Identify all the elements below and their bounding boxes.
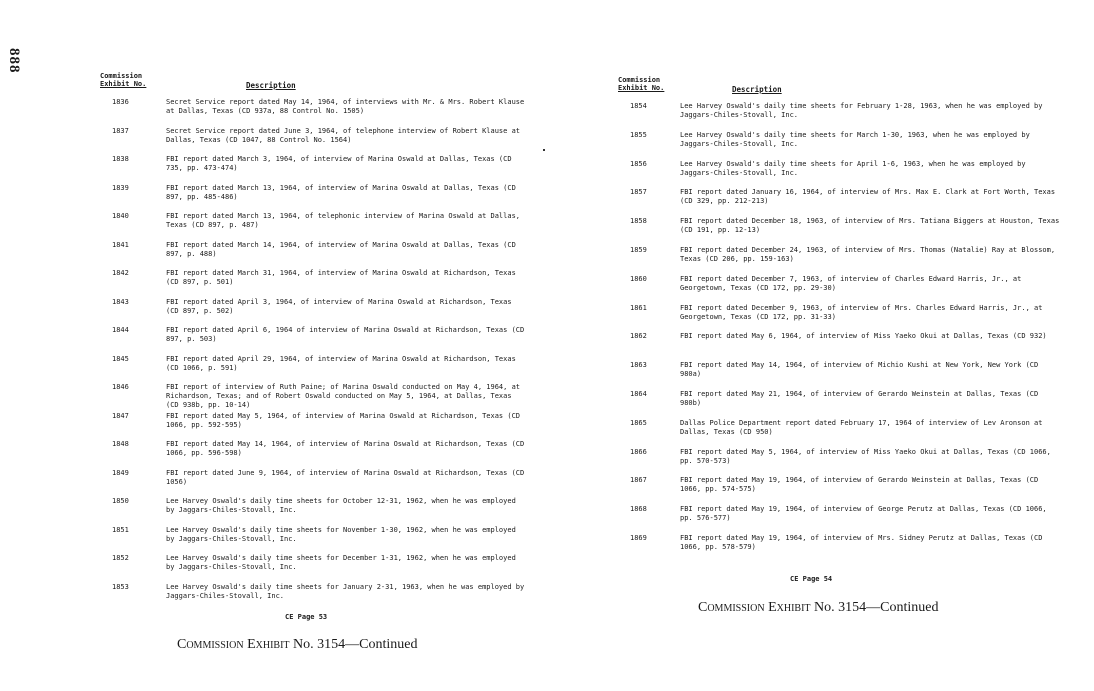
exhibit-entry xyxy=(100,383,520,412)
exhibit-number: 1847 xyxy=(112,411,129,420)
exhibit-description: Lee Harvey Oswald's daily time sheets for January 2-31, 1963, when he was employed by Jaggars-Chiles-Stovall, Inc. xyxy=(166,582,525,600)
exhibit-number: 1838 xyxy=(112,155,129,163)
exhibit-description: FBI report dated May 21, 1964, of interview of Gerardo Weinstein at Dallas, Texas (CD 980b) xyxy=(680,389,1039,407)
exhibit-number: 1846 xyxy=(112,383,129,391)
exhibit-entry xyxy=(100,355,520,384)
table-header xyxy=(618,76,1058,96)
exhibit-entry xyxy=(618,217,1058,246)
exhibit-number: 1839 xyxy=(112,183,129,192)
description-header: Description xyxy=(246,81,296,90)
exhibit-number: 1855 xyxy=(630,130,647,139)
exhibit-description: FBI report dated March 13, 1964, of interview of Marina Oswald at Dallas, Texas (CD 897, pp. 485-486) xyxy=(166,183,516,201)
exhibit-number: 1863 xyxy=(630,361,647,370)
exhibit-entry xyxy=(618,102,1058,131)
exhibit-description: FBI report dated March 31, 1964, of interview of Marina Oswald at Richardson, Texas (CD 897, p. 501) xyxy=(166,269,516,286)
exhibit-number: 1843 xyxy=(112,297,129,306)
exhibit-description: Secret Service report dated June 3, 1964, of telephone interview of Robert Klause at Dallas, Texas (CD 1047, 88 Control No. 1564) xyxy=(166,126,521,144)
exhibit-description: FBI report dated January 16, 1964, of interview of Mrs. Max E. Clark at Fort Worth, Texas (CD 329, pp. 212-213) xyxy=(680,188,1056,206)
table-header xyxy=(100,72,520,92)
exhibit-description: Lee Harvey Oswald's daily time sheets for October 12-31, 1962, when he was employed by Jaggars-Chiles-Stovall, Inc. xyxy=(166,497,516,514)
exhibit-description: FBI report dated December 18, 1963, of interview of Mrs. Tatiana Biggers at Houston, Texas (CD 191, pp. 12-13) xyxy=(680,217,1060,235)
exhibit-list xyxy=(100,98,525,611)
exhibit-number: 1851 xyxy=(112,525,129,534)
exhibit-number: 1854 xyxy=(630,102,647,110)
exhibit-number: 1868 xyxy=(630,505,647,514)
exhibit-description: Lee Harvey Oswald's daily time sheets for February 1-28, 1963, when he was employed by Jaggars-Chiles-Stovall, Inc. xyxy=(680,102,1043,119)
exhibit-number: 1852 xyxy=(112,554,129,562)
exhibit-entry xyxy=(618,131,1058,160)
exhibit-description: FBI report dated April 6, 1964 of interview of Marina Oswald at Richardson, Texas (CD 897, p. 503) xyxy=(166,326,525,343)
exhibit-description: FBI report dated May 14, 1964, of interview of Michio Kushi at New York, New York (CD 980a) xyxy=(680,361,1039,379)
exhibit-number: 1867 xyxy=(630,476,647,485)
page-number: 888 xyxy=(6,48,22,74)
exhibit-entry xyxy=(100,412,520,441)
description-header: Description xyxy=(732,85,782,94)
exhibit-number: 1860 xyxy=(630,274,647,283)
ce-page-label: CE Page 53 xyxy=(285,613,328,621)
exhibit-entry xyxy=(100,269,520,298)
exhibit-entry xyxy=(100,440,525,469)
exhibit-list xyxy=(618,102,1058,563)
exhibit-entry xyxy=(618,476,1058,505)
exhibit-description: FBI report dated December 7, 1963, of interview of Charles Edward Harris, Jr., at Georgetown, Texas (CD 172, pp. 29-30) xyxy=(680,274,1022,292)
exhibit-number: 1865 xyxy=(630,418,647,427)
exhibit-description: FBI report dated May 6, 1964, of interview of Miss Yaeko Okui at Dallas, Texas (CD 932) xyxy=(680,332,1047,341)
exhibit-number: 1837 xyxy=(112,126,129,135)
exhibit-entry xyxy=(618,448,1058,477)
exhibit-number: 1857 xyxy=(630,188,647,197)
exhibit-number: 1869 xyxy=(630,533,647,542)
exhibit-entry xyxy=(100,554,520,583)
exhibit-number: 1841 xyxy=(112,240,129,249)
left-page xyxy=(100,72,525,611)
right-page xyxy=(618,76,1058,563)
exhibit-number: 1836 xyxy=(112,98,129,106)
exhibit-description: FBI report dated June 9, 1964, of interview of Marina Oswald at Richardson, Texas (CD 1056) xyxy=(166,468,525,486)
exhibit-entry xyxy=(618,505,1058,534)
exhibit-description: FBI report dated May 19, 1964, of interview of George Perutz at Dallas, Texas (CD 1066, pp. 576-577) xyxy=(680,505,1047,523)
exhibit-number: 1858 xyxy=(630,217,647,226)
exhibit-entry xyxy=(618,361,1058,390)
exhibit-number-header: Commission Exhibit No. xyxy=(100,72,147,88)
exhibit-description: FBI report dated May 5, 1964, of interview of Miss Yaeko Okui at Dallas, Texas (CD 1066, pp. 570-573) xyxy=(680,447,1051,465)
exhibit-description: FBI report dated March 14, 1964, of interview of Marina Oswald at Dallas, Texas (CD 897, p. 488) xyxy=(166,240,516,258)
exhibit-number: 1866 xyxy=(630,447,647,456)
exhibit-entry xyxy=(100,155,520,184)
exhibit-entry xyxy=(618,160,1058,189)
exhibit-number-header: Commission Exhibit No. xyxy=(618,76,665,92)
exhibit-description: Lee Harvey Oswald's daily time sheets for November 1-30, 1962, when he was employed by Jaggars-Chiles-Stovall, Inc. xyxy=(166,525,516,543)
exhibit-entry xyxy=(100,497,520,526)
exhibit-description: FBI report dated April 3, 1964, of interview of Marina Oswald at Richardson, Texas (CD 897, p. 502) xyxy=(166,297,512,315)
exhibit-entry xyxy=(100,212,520,241)
exhibit-entry xyxy=(100,184,520,213)
exhibit-description: Lee Harvey Oswald's daily time sheets for April 1-6, 1963, when he was employed by Jaggars-Chiles-Stovall, Inc. xyxy=(680,159,1026,177)
exhibit-entry xyxy=(618,275,1058,304)
exhibit-entry xyxy=(618,188,1058,217)
exhibit-number: 1842 xyxy=(112,269,129,277)
exhibit-entry xyxy=(100,582,525,612)
exhibit-entry xyxy=(100,298,520,327)
exhibit-entry xyxy=(618,534,1058,563)
exhibit-description: FBI report dated December 9, 1963, of interview of Mrs. Charles Edward Harris, Jr., at Georgetown, Texas (CD 172, pp. 31-33) xyxy=(680,303,1043,321)
exhibit-entry xyxy=(100,241,520,270)
exhibit-number: 1862 xyxy=(630,332,647,341)
exhibit-number: 1864 xyxy=(630,389,647,398)
exhibit-number: 1850 xyxy=(112,497,129,505)
exhibit-entry xyxy=(100,127,520,156)
page-caption: Commission Exhibit No. 3154—Continued xyxy=(177,637,418,652)
exhibit-entry xyxy=(618,419,1058,448)
exhibit-number: 1849 xyxy=(112,468,129,477)
page-caption: Commission Exhibit No. 3154—Continued xyxy=(698,600,939,615)
exhibit-description: FBI report dated May 5, 1964, of interview of Marina Oswald at Richardson, Texas (CD 1066, pp. 592-595) xyxy=(166,411,521,429)
exhibit-entry xyxy=(100,326,525,355)
exhibit-number: 1861 xyxy=(630,303,647,312)
exhibit-description: Lee Harvey Oswald's daily time sheets for March 1-30, 1963, when he was employed by Jaggars-Chiles-Stovall, Inc. xyxy=(680,130,1030,148)
exhibit-description: FBI report dated May 14, 1964, of interview of Marina Oswald at Richardson, Texas (CD 1066, pp. 596-598) xyxy=(166,440,525,457)
exhibit-description: FBI report dated April 29, 1964, of interview of Marina Oswald at Richardson, Texas (CD 1066, p. 591) xyxy=(166,354,516,372)
exhibit-entry xyxy=(618,304,1058,333)
exhibit-entry xyxy=(618,390,1058,419)
exhibit-description: FBI report dated March 13, 1964, of telephonic interview of Marina Oswald at Dallas, Texas (CD 897, p. 487) xyxy=(166,212,521,229)
exhibit-number: 1853 xyxy=(112,582,129,591)
exhibit-description: Secret Service report dated May 14, 1964, of interviews with Mr. & Mrs. Robert Klause at Dallas, Texas (CD 937a, 88 Control No. 1505) xyxy=(166,98,525,115)
exhibit-entry xyxy=(618,332,1058,361)
exhibit-description: FBI report of interview of Ruth Paine; of Marina Oswald conducted on May 4, 1964, at Richardson, Texas; and of Robert Oswald conducted on May 5, 1964, at Dallas, Texas (CD 938b, pp. 10-14) xyxy=(166,383,521,409)
exhibit-number: 1844 xyxy=(112,326,129,334)
exhibit-entry xyxy=(618,246,1058,275)
exhibit-description: FBI report dated December 24, 1963, of interview of Mrs. Thomas (Natalie) Ray at Blossom, Texas (CD 206, pp. 159-163) xyxy=(680,245,1056,263)
exhibit-number: 1856 xyxy=(630,159,647,168)
exhibit-number: 1840 xyxy=(112,212,129,220)
exhibit-number: 1848 xyxy=(112,440,129,448)
exhibit-description: Lee Harvey Oswald's daily time sheets for December 1-31, 1962, when he was employed by Jaggars-Chiles-Stovall, Inc. xyxy=(166,554,516,571)
exhibit-entry xyxy=(100,98,525,127)
exhibit-description: FBI report dated May 19, 1964, of interview of Gerardo Weinstein at Dallas, Texas (CD 1066, pp. 574-575) xyxy=(680,476,1039,494)
exhibit-number: 1845 xyxy=(112,354,129,363)
ce-page-label: CE Page 54 xyxy=(790,575,833,583)
exhibit-number: 1859 xyxy=(630,245,647,254)
exhibit-description: FBI report dated May 19, 1964, of interview of Mrs. Sidney Perutz at Dallas, Texas (CD 1066, pp. 578-579) xyxy=(680,533,1043,551)
exhibit-description: FBI report dated March 3, 1964, of interview of Marina Oswald at Dallas, Texas (CD 735, pp. 473-474) xyxy=(166,155,512,172)
exhibit-entry xyxy=(100,468,525,498)
speck xyxy=(543,149,545,151)
exhibit-description: Dallas Police Department report dated February 17, 1964 of interview of Lev Aronson at Dallas, Texas (CD 950) xyxy=(680,418,1043,436)
exhibit-entry xyxy=(100,526,520,555)
